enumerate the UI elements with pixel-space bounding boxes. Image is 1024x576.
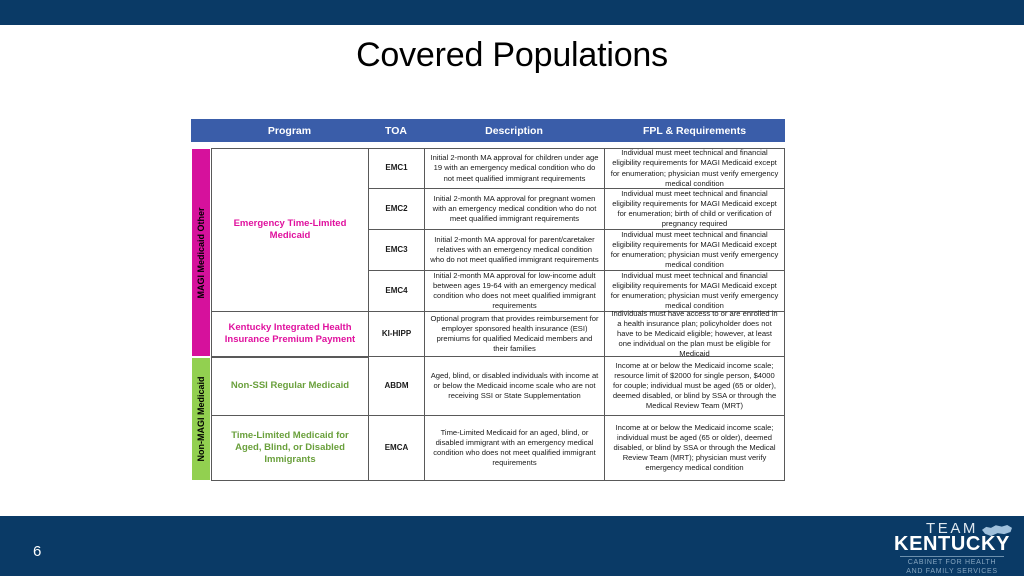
logo-divider [900, 556, 1004, 557]
slide-number: 6 [33, 543, 42, 560]
program-cell-ki-hipp: Kentucky Integrated Health Insurance Premium Payment [211, 312, 368, 357]
program-cell-non-ssi-regular-medicaid: Non-SSI Regular Medicaid [211, 357, 368, 416]
cell-description: Initial 2-month MA approval for parent/caretaker relatives with an emergency medical condition who do not meet qualified immigrant requirements [424, 230, 604, 270]
rows-column [368, 357, 785, 481]
band-magi-medicaid-other [191, 148, 785, 357]
cell-fpl: Individual must meet technical and financial eligibility requirements for MAGI Medicaid except for enumeration; physician must verify emergency medical condition [604, 149, 785, 188]
cell-fpl: Individual must meet technical and financial eligibility requirements for MAGI Medicaid except for enumeration; physician must verify emergency medical condition [604, 230, 785, 270]
cell-description: Time-Limited Medicaid for an aged, blind, or disabled immigrant with an emergency medical condition who does not meet qualified immigrant requirements [424, 416, 604, 480]
column-header-description: Description [485, 124, 543, 137]
team-kentucky-logo [888, 520, 1016, 576]
logo-kentucky-text: KENTUCKY [894, 533, 1010, 555]
column-header-toa: TOA [385, 124, 407, 137]
band-label-non-magi-medicaid [191, 357, 211, 481]
cell-toa: EMC4 [368, 271, 424, 311]
cell-toa: EMC3 [368, 230, 424, 270]
band-non-magi-medicaid [191, 357, 785, 481]
cell-description: Optional program that provides reimbursement for employer sponsored health insurance (ESI) premiums for qualified Medicaid members and their families [424, 312, 604, 356]
covered-populations-table [191, 119, 785, 481]
table-header-row [191, 119, 785, 142]
cell-toa: EMC2 [368, 189, 424, 229]
table-row [368, 148, 785, 189]
table-row [368, 189, 785, 230]
cell-toa: KI-HIPP [368, 312, 424, 356]
logo-team-text: TEAM [925, 520, 979, 537]
cell-fpl: Income at or below the Medicaid income scale; individual must be aged (65 or older), deemed disabled, or blind by SSA or through the Medical Review Team (MRT); physician must verify emergency medical condition [604, 416, 785, 480]
table-body [191, 148, 785, 481]
band-content [211, 148, 785, 357]
cell-fpl: Individual must meet technical and financial eligibility requirements for MAGI Medicaid except for enumeration; physician must verify emergency medical condition [604, 271, 785, 311]
top-accent-bar [0, 0, 1024, 25]
cell-description: Initial 2-month MA approval for pregnant women with an emergency medical condition who do not meet qualified immigrant requirements [424, 189, 604, 229]
cell-toa: EMCA [368, 416, 424, 480]
cell-toa: EMC1 [368, 149, 424, 188]
program-cell-emergency-time-limited-medicaid: Emergency Time-Limited Medicaid [211, 148, 368, 312]
cell-description: Aged, blind, or disabled individuals with income at or below the Medicaid income scale who are not receiving SSI or State Supplementation [424, 357, 604, 415]
table-row [368, 357, 785, 416]
cell-fpl: Individual must meet technical and financial eligibility requirements for MAGI Medicaid except for enumeration; birth of child or verification of pregnancy required [604, 189, 785, 229]
cell-description: Initial 2-month MA approval for low-income adult between ages 19-64 with an emergency medical condition who does not meet qualified immigrant requirements [424, 271, 604, 311]
band-label-magi-medicaid-other [191, 148, 211, 357]
program-column [211, 148, 368, 357]
band-label-text: MAGI Medicaid Other [196, 206, 206, 299]
column-header-program: Program [267, 124, 312, 137]
bottom-accent-bar [0, 516, 1024, 576]
table-row [368, 271, 785, 312]
logo-cabinet-line-1: CABINET FOR HEALTH [907, 559, 997, 566]
band-content [211, 357, 785, 481]
cell-fpl: Income at or below the Medicaid income scale; resource limit of $2000 for single person, $4000 for couple; individual must be aged (65 or older), deemed disabled, or blind by SSA or through the Medical Review Team (MRT) [604, 357, 785, 415]
page-title: Covered Populations [356, 36, 668, 74]
table-row [368, 308, 785, 359]
band-label-text: Non-MAGI Medicaid [196, 376, 206, 462]
table-row [368, 230, 785, 271]
column-header-fpl-requirements: FPL & Requirements [642, 124, 747, 137]
cell-description: Initial 2-month MA approval for children under age 19 with an emergency medical condition who do not meet qualified immigrant requirements [424, 149, 604, 188]
cell-fpl: Individuals must have access to or are enrolled in a health insurance plan; policyholder does not have to be Medicaid eligible; however, at least one individual on the plan must be eligible for Medicaid [604, 312, 785, 356]
rows-column [368, 148, 785, 357]
cell-toa: ABDM [368, 357, 424, 415]
logo-cabinet-line-2: AND FAMILY SERVICES [906, 567, 998, 575]
program-column [211, 357, 368, 481]
table-row [368, 416, 785, 481]
program-cell-time-limited-medicaid-abd-immigrants: Time-Limited Medicaid for Aged, Blind, or Disabled Immigrants [211, 416, 368, 481]
